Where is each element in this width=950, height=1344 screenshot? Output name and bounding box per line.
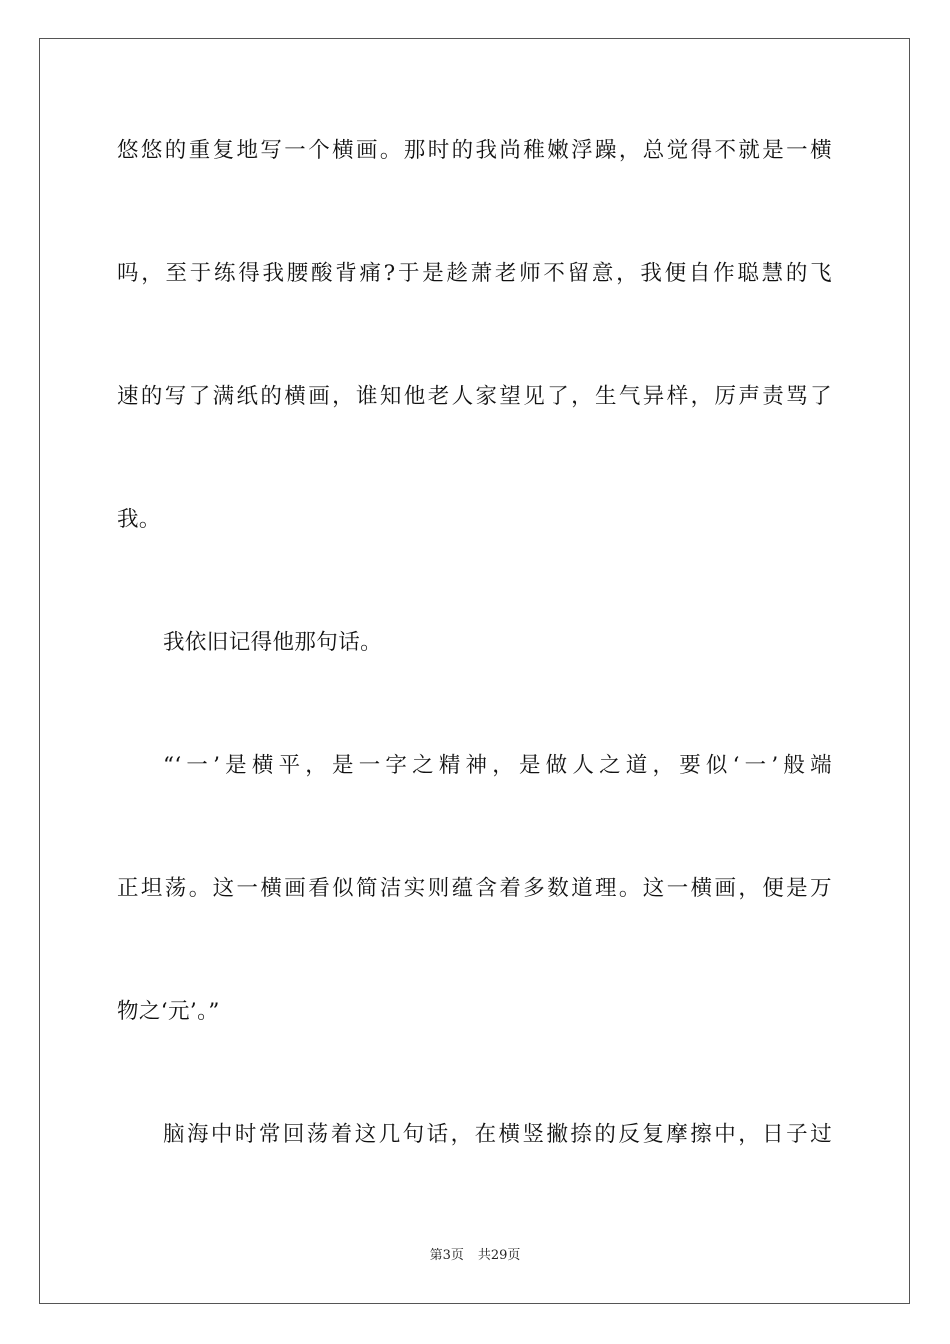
paragraph-line: 脑海中时常回荡着这几句话，在横竖撇捺的反复摩擦中，日子过 bbox=[163, 1122, 832, 1147]
paragraph-line: 物之‘元’。” bbox=[117, 999, 220, 1024]
page-frame bbox=[39, 38, 910, 1304]
paragraph-line: 正坦荡。这一横画看似简洁实则蕴含着多数道理。这一横画，便是万 bbox=[117, 876, 832, 901]
page-total: 共29页 bbox=[477, 1248, 521, 1263]
page-number: 第3页 bbox=[429, 1248, 464, 1263]
paragraph-line: 我。 bbox=[117, 507, 161, 532]
paragraph-line: 悠悠的重复地写一个横画。那时的我尚稚嫩浮躁，总觉得不就是一横 bbox=[117, 138, 832, 163]
paragraph-line: 我依旧记得他那句话。 bbox=[163, 630, 383, 655]
page-footer bbox=[0, 1247, 950, 1265]
paragraph-line: 吗，至于练得我腰酸背痛?于是趁萧老师不留意，我便自作聪慧的飞 bbox=[117, 261, 832, 286]
paragraph-line: 速的写了满纸的横画，谁知他老人家望见了，生气异样，厉声责骂了 bbox=[117, 384, 832, 409]
paragraph-line: “‘一’是横平，是一字之精神，是做人之道，要似‘一’般端 bbox=[163, 753, 832, 778]
